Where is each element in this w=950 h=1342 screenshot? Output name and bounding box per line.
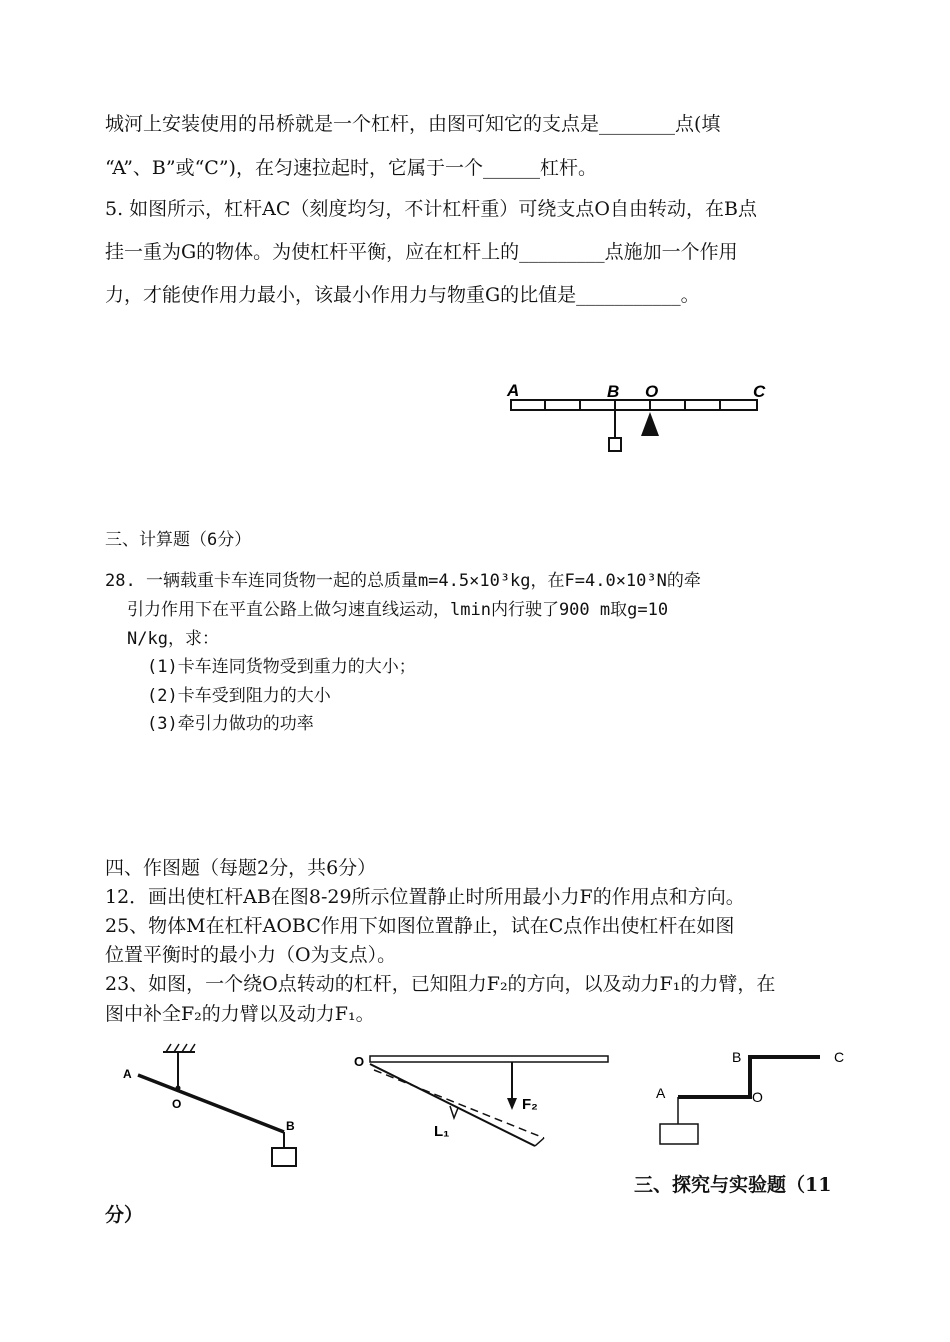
q5-label-b: B bbox=[607, 382, 620, 401]
fig2-label-o: O bbox=[354, 1054, 365, 1069]
q4-line-2: “A”、B”或“C”)，在匀速拉起时，它属于一个______杠杆。 bbox=[105, 157, 597, 179]
fig1-label-a: A bbox=[123, 1067, 132, 1081]
q28-sub-3: (3)牵引力做功的功率 bbox=[147, 714, 314, 734]
q5-label-a: A bbox=[507, 381, 520, 400]
fig3-label-b: B bbox=[732, 1049, 742, 1065]
fig1-label-o: O bbox=[172, 1097, 182, 1111]
fig1-label-b: B bbox=[286, 1119, 295, 1133]
q23-line-1: 23、如图，一个绕O点转动的杠杆，已知阻力F₂的方向，以及动力F₁的力臂，在 bbox=[105, 973, 776, 995]
q28-sub-1: (1)卡车连同货物受到重力的大小； bbox=[147, 657, 416, 677]
fig3-weight-m bbox=[660, 1124, 698, 1144]
section-experiment-heading-part2: 分） bbox=[105, 1204, 144, 1226]
fig3-label-a: A bbox=[656, 1085, 666, 1101]
q5-label-o: O bbox=[645, 382, 659, 401]
q28-sub-2: (2)卡车受到阻力的大小 bbox=[147, 686, 331, 706]
fig2-label-f2: F₂ bbox=[522, 1096, 538, 1113]
fig2-label-l1: L₁ bbox=[434, 1123, 450, 1140]
fig2-lever-f2-l1 bbox=[350, 1048, 612, 1160]
section3-heading: 三、计算题（6分） bbox=[105, 530, 252, 550]
q5-label-c: C bbox=[753, 382, 766, 401]
q28-line-2: 引力作用下在平直公路上做匀速直线运动，lmin内行驶了900 m取g=10 bbox=[127, 600, 669, 620]
q4-line-1: 城河上安装使用的吊桥就是一个杠杆，由图可知它的支点是________点(填 bbox=[105, 113, 721, 135]
q5-line-2: 挂一重为G的物体。为使杠杆平衡，应在杠杆上的_________点施加一个作用 bbox=[105, 241, 738, 263]
fig1-weight bbox=[272, 1148, 296, 1166]
q23-line-2: 图中补全F₂的力臂以及动力F₁。 bbox=[105, 1003, 375, 1025]
q25-line-2: 位置平衡时的最小力（O为支点）。 bbox=[105, 944, 397, 966]
fig3-label-o: O bbox=[752, 1089, 763, 1105]
weight-block bbox=[609, 438, 621, 451]
q25-line-1: 25、物体M在杠杆AOBC作用下如图位置静止，试在C点作出使杠杆在如图 bbox=[105, 915, 735, 937]
q5-lever-figure bbox=[505, 378, 775, 458]
fig1-lever-ab bbox=[118, 1040, 308, 1172]
q5-line-3: 力，才能使作用力最小，该最小作用力与物重G的比值是___________。 bbox=[105, 284, 700, 306]
q28-line-3: N/kg，求： bbox=[127, 629, 219, 649]
section-experiment-heading-part1: 三、探究与实验题（11 bbox=[634, 1174, 832, 1196]
fig3-label-c: C bbox=[834, 1049, 845, 1065]
q28-line-1: 28. 一辆载重卡车连同货物一起的总质量m=4.5×10³kg，在F=4.0×10³N的牵 bbox=[105, 571, 701, 591]
q12-text: 12．画出使杠杆AB在图8-29所示位置静止时所用最小力F的作用点和方向。 bbox=[105, 886, 745, 908]
fulcrum-triangle bbox=[641, 412, 659, 436]
fig3-lever-aobc bbox=[650, 1042, 850, 1146]
q5-line-1: 5. 如图所示，杠杆AC（刻度均匀，不计杠杆重）可绕支点O自由转动，在B点 bbox=[105, 198, 757, 220]
section4-heading: 四、作图题（每题2分，共6分） bbox=[105, 857, 377, 879]
